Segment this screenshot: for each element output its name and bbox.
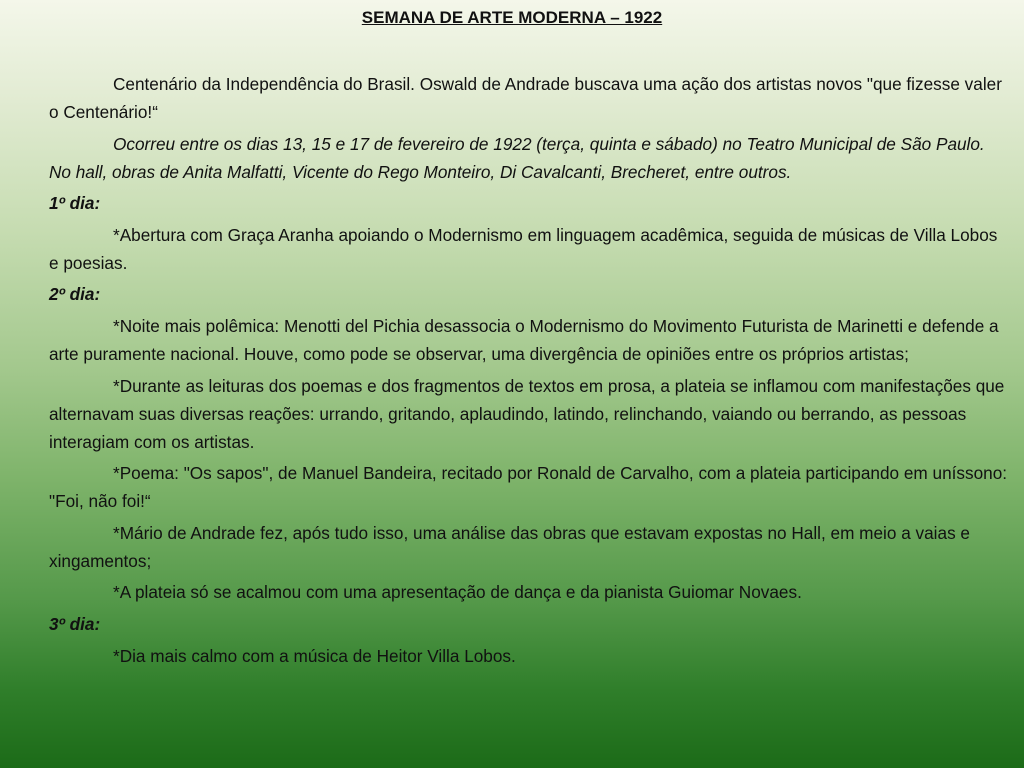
day-2-item: *Noite mais polêmica: Menotti del Pichia desassocia o Modernismo do Movimento Futurista de Marinetti e defende a arte puramente nacional. Houve, como pode se observar, uma divergência de opiniões entre os próprios artistas;: [49, 315, 999, 364]
day-1-heading: 1º dia:: [49, 193, 101, 214]
day-2-heading: 2º dia:: [49, 284, 101, 305]
day-1-item: *Abertura com Graça Aranha apoiando o Modernismo em linguagem acadêmica, seguida de músicas de Villa Lobos e poesias.: [49, 224, 998, 273]
day-2-item: *A plateia só se acalmou com uma apresentação de dança e da pianista Guiomar Novaes.: [113, 582, 802, 603]
paragraph-centenario: Centenário da Independência do Brasil. Oswald de Andrade buscava uma ação dos artistas novos "que fizesse valer o Centenário!“: [49, 74, 1002, 122]
slide-body: [49, 70, 1011, 673]
paragraph-dates: Ocorreu entre os dias 13, 15 e 17 de fevereiro de 1922 (terça, quinta e sábado) no Teatro Municipal de São Paulo. No hall, obras de Anita Malfatti, Vicente do Rego Monteiro, Di Cavalcanti, Brecheret, entre outros.: [49, 133, 985, 182]
slide-title: SEMANA DE ARTE MODERNA – 1922: [361, 8, 663, 27]
day-2-item: *Durante as leituras dos poemas e dos fragmentos de textos em prosa, a plateia se inflamou com manifestações que alternavam suas diversas reações: urrando, gritando, aplaudindo, latindo, relinchando, vaiando ou berrando, as pessoas interagiam com os artistas.: [49, 375, 1005, 452]
day-3-item: *Dia mais calmo com a música de Heitor Villa Lobos.: [113, 645, 516, 666]
day-3-heading: 3º dia:: [49, 613, 101, 634]
day-2-item: *Mário de Andrade fez, após tudo isso, uma análise das obras que estavam expostas no Hall, em meio a vaias e xingamentos;: [49, 522, 970, 571]
day-2-item: *Poema: "Os sapos", de Manuel Bandeira, recitado por Ronald de Carvalho, com a plateia participando em uníssono: "Foi, não foi!“: [49, 463, 1008, 512]
